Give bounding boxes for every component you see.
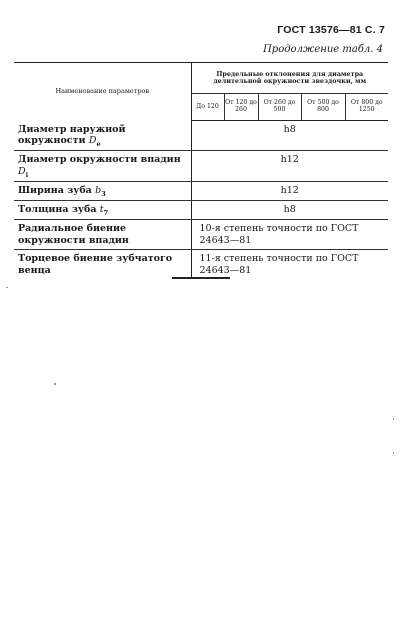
deviation-value: 10-я степень точности по ГОСТ 24643—81 bbox=[191, 220, 388, 250]
range-header: До 120 bbox=[191, 94, 224, 121]
parameter-name-cell bbox=[14, 121, 191, 151]
parameter-name-header: Наименование параметров bbox=[14, 63, 191, 121]
parameter-name-cell bbox=[14, 220, 191, 250]
parameter-name: Ширина зуба bbox=[18, 185, 92, 197]
parameter-name: Диаметр окружности впадин bbox=[18, 154, 181, 166]
parameter-symbol: t bbox=[99, 204, 104, 216]
scan-speck bbox=[6, 287, 8, 288]
table-row bbox=[14, 182, 388, 201]
range-header: От 800 до 1250 bbox=[345, 94, 388, 121]
table-row bbox=[14, 220, 388, 250]
parameter-symbol: D bbox=[88, 135, 97, 147]
range-header: От 260 до 500 bbox=[258, 94, 301, 121]
parameter-name-cell bbox=[14, 182, 191, 201]
range-header: От 500 до 800 bbox=[301, 94, 345, 121]
page-header bbox=[0, 0, 401, 55]
parameter-symbol: b bbox=[95, 185, 102, 197]
parameter-name-cell bbox=[14, 201, 191, 220]
scan-speck bbox=[393, 418, 394, 420]
table-row bbox=[14, 121, 388, 151]
parameter-name-cell bbox=[14, 151, 191, 182]
parameter-symbol-subscript: 3 bbox=[101, 190, 106, 199]
range-header: От 120 до 260 bbox=[224, 94, 258, 121]
parameter-name: Радиальное биение окружности впадин bbox=[18, 223, 129, 247]
scan-speck bbox=[54, 383, 56, 385]
table-row bbox=[14, 201, 388, 220]
table-row bbox=[14, 250, 388, 279]
table-row bbox=[14, 151, 388, 182]
deviation-value: h8 bbox=[191, 201, 388, 220]
parameter-symbol-subscript: i bbox=[25, 171, 29, 180]
parameter-name: Торцевое биение зубчатого венца bbox=[18, 253, 173, 276]
parameter-symbol-subscript: 7 bbox=[103, 209, 109, 218]
tolerance-table bbox=[14, 62, 388, 279]
document-reference: ГОСТ 13576—81 С. 7 bbox=[277, 24, 385, 36]
table-continuation-note: Продолжение табл. 4 bbox=[263, 44, 383, 55]
end-of-table-rule bbox=[172, 277, 230, 279]
deviation-value: h12 bbox=[191, 151, 388, 182]
parameter-symbol-subscript: e bbox=[96, 140, 101, 149]
parameter-name: Диаметр наружной окружности bbox=[18, 123, 126, 147]
tolerance-table-container bbox=[14, 62, 388, 279]
scan-speck bbox=[393, 452, 394, 454]
deviation-group-header: Предельные отклонения для диаметра делительной окружности звездочки, мм bbox=[191, 63, 388, 94]
parameter-symbol: D bbox=[18, 166, 26, 178]
parameter-name: Толщина зуба bbox=[18, 204, 97, 216]
deviation-value: h8 bbox=[191, 121, 388, 151]
parameter-name-cell bbox=[14, 250, 191, 279]
deviation-value: 11-я степень точности по ГОСТ 24643—81 bbox=[199, 253, 359, 276]
deviation-value: h12 bbox=[191, 182, 388, 201]
